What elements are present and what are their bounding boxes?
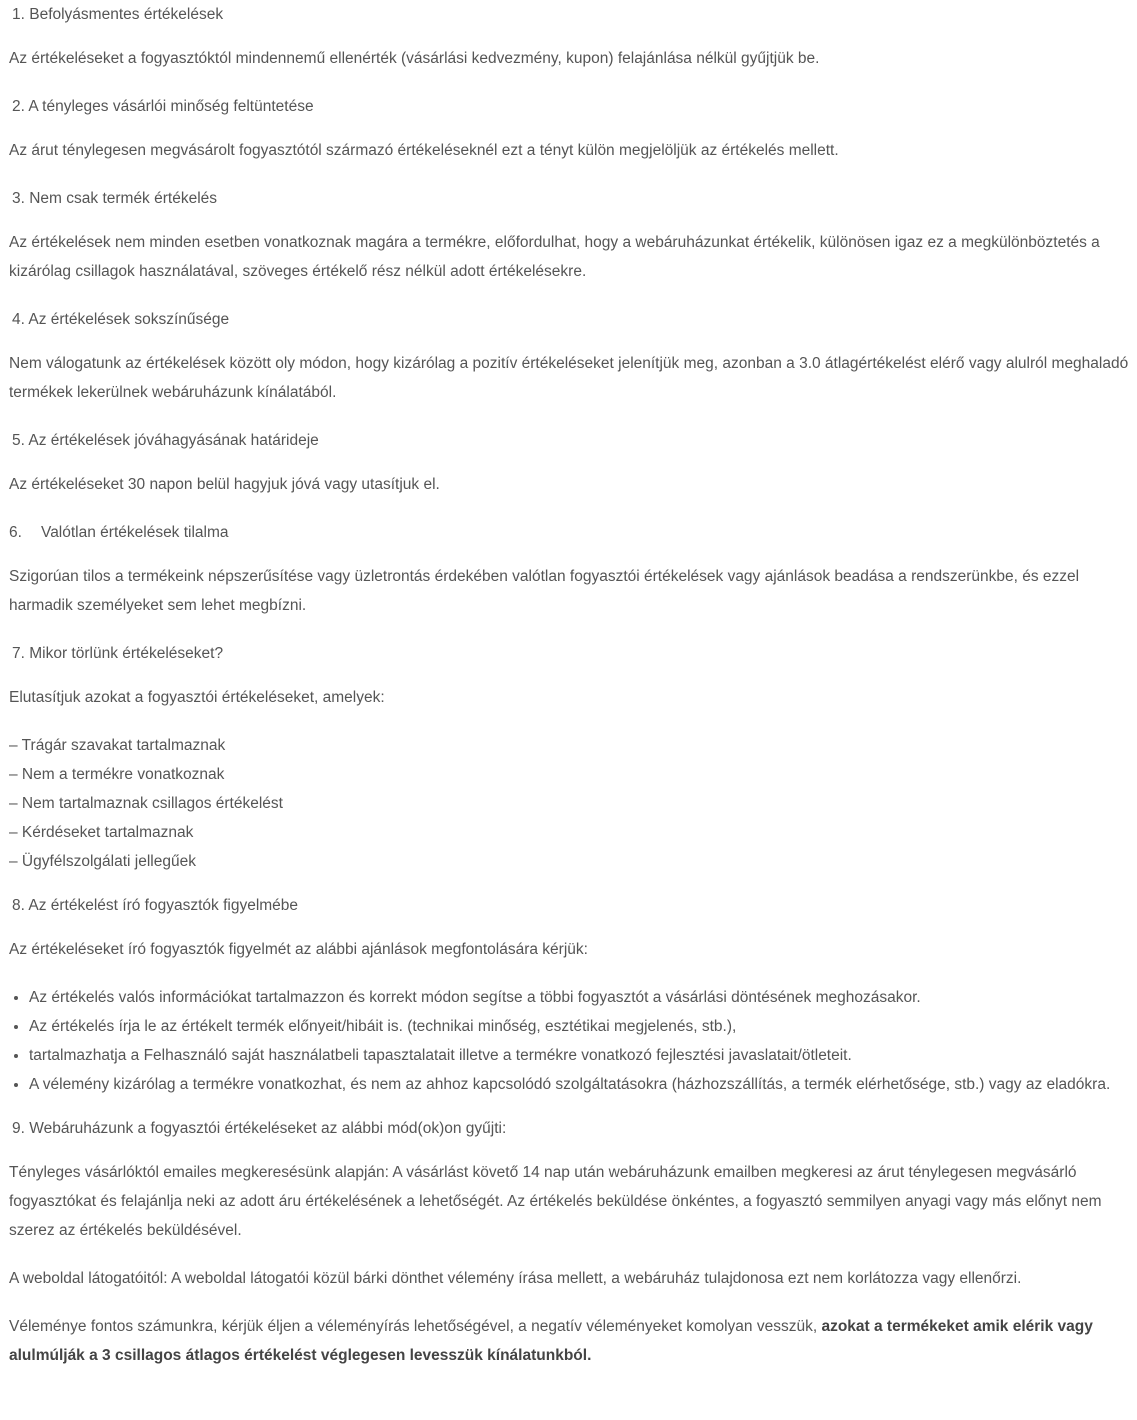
list-item: • Az értékelés írja le az értékelt termék előnyeit/hibáit is. (technikai minőség, esztétikai megjelenés, stb.), (29, 1012, 1131, 1041)
list-item: – Ügyfélszolgálati jellegűek (9, 853, 196, 870)
closing-text (9, 1312, 1131, 1370)
section-text: Az árut ténylegesen megvásárolt fogyasztótól származó értékeléseknél ezt a tényt külön megjelöljük az értékelés mellett. (9, 142, 839, 159)
section-number: 6. (9, 524, 22, 541)
closing-regular: Véleménye fontos számunkra, kérjük éljen a véleményírás lehetőségével, a negatív véleményeket komolyan vesszük, (9, 1318, 822, 1335)
section-text: Szigorúan tilos a termékeink népszerűsítése vagy üzletrontás érdekében valótlan fogyasztói értékelések vagy ajánlások beadása a rendszerünkbe, és ezzel harmadik személyeket sem lehet megbízni. (9, 568, 1080, 614)
list-item: • Az értékelés valós információkat tartalmazzon és korrekt módon segítse a többi fogyasztót a vásárlási döntésének meghozásakor. (29, 983, 1131, 1012)
section-heading: 9. Webáruházunk a fogyasztói értékeléseket az alábbi mód(ok)on gyűjti: (12, 1120, 507, 1137)
section-text: Tényleges vásárlóktól emailes megkeresésünk alapján: A vásárlást követő 14 nap után webáruházunk emailben megkeresi az árut ténylegesen megvásárló fogyasztókat és felajánlja neki az adott áru értékelésének a lehetőségét. Az értékelés beküldése önkéntes, a fogyasztó semmilyen anyagi vagy más előnyt nem szerez az értékelés beküldésével. (9, 1164, 1102, 1239)
section-heading: 5. Az értékelések jóváhagyásának határideje (12, 432, 319, 449)
section-heading: 3. Nem csak termék értékelés (12, 190, 218, 207)
section-heading: 7. Mikor törlünk értékeléseket? (12, 645, 224, 662)
section-text: Az értékeléseket író fogyasztók figyelmét az alábbi ajánlások megfontolására kérjük: (9, 941, 588, 958)
review-policy-document (9, 0, 1131, 1370)
section-heading: 2. A tényleges vásárlói minőség feltüntetése (12, 98, 314, 115)
list-item: – Nem a termékre vonatkoznak (9, 766, 225, 783)
rejection-reasons-list (9, 731, 1131, 876)
section-text: Nem válogatunk az értékelések között oly módon, hogy kizárólag a pozitív értékeléseket jelenítjük meg, azonban a 3.0 átlagértékelést elérő vagy alulról meghaladó termékek lekerülnek webáruházunk kínálatából. (9, 355, 1129, 401)
section-title: Valótlan értékelések tilalma (41, 524, 229, 541)
list-item: – Kérdéseket tartalmaznak (9, 824, 194, 841)
section-text: A weboldal látogatóitól: A weboldal látogatói közül bárki dönthet vélemény írása mellett, a webáruház tulajdonosa ezt nem korlátozza vagy ellenőrzi. (9, 1270, 1022, 1287)
list-item: • A vélemény kizárólag a termékre vonatkozhat, és nem az ahhoz kapcsolódó szolgáltatásokra (házhozszállítás, a termék elérhetősége, stb.) vagy az eladókra. (29, 1070, 1131, 1099)
closing-bold: azokat a termékeket amik elérik vagy alulmúlják a 3 csillagos átlagos értékelést véglegesen levesszük kínálatunkból. (9, 1318, 1093, 1364)
list-item: – Nem tartalmaznak csillagos értékelést (9, 795, 283, 812)
section-text: Az értékelések nem minden esetben vonatkoznak magára a termékre, előfordulhat, hogy a webáruházunkat értékelik, különösen igaz ez a megkülönböztetés a kizárólag csillagok használatával, szöveges értékelő rész nélkül adott értékelésekre. (9, 234, 1100, 280)
section-text: Az értékeléseket a fogyasztóktól mindennemű ellenérték (vásárlási kedvezmény, kupon) felajánlása nélkül gyűjtjük be. (9, 50, 820, 67)
list-item: • tartalmazhatja a Felhasználó saját használatbeli tapasztalatait illetve a termékre vonatkozó fejlesztési javaslatait/ötleteit. (29, 1041, 1131, 1070)
recommendations-list (9, 983, 1131, 1099)
section-heading: 1. Befolyásmentes értékelések (12, 6, 224, 23)
list-item: – Trágár szavakat tartalmaznak (9, 737, 226, 754)
section-heading: 8. Az értékelést író fogyasztók figyelmébe (12, 897, 299, 914)
section-text: Az értékeléseket 30 napon belül hagyjuk jóvá vagy utasítjuk el. (9, 476, 440, 493)
section-heading (9, 518, 1131, 547)
section-text: Elutasítjuk azokat a fogyasztói értékeléseket, amelyek: (9, 689, 385, 706)
section-heading: 4. Az értékelések sokszínűsége (12, 311, 230, 328)
